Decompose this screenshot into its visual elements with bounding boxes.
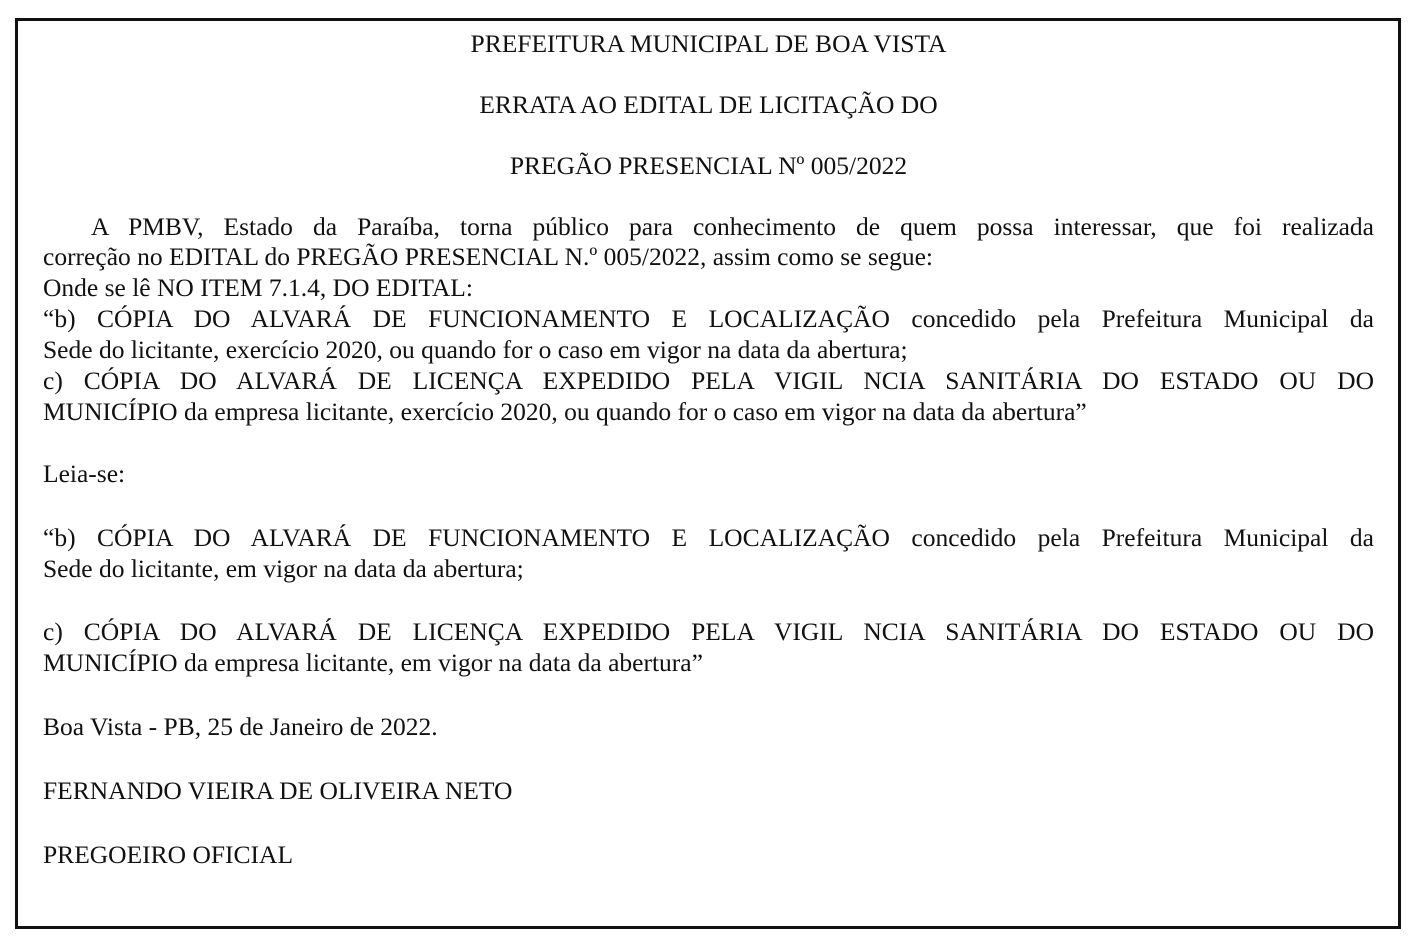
place-and-date: Boa Vista - PB, 25 de Janeiro de 2022. <box>43 712 438 741</box>
corrected-label: Leia-se: <box>43 459 126 488</box>
intro-line-2: correção no EDITAL do PREGÃO PRESENCIAL N.º 005/2022, assim como se segue: <box>43 242 933 271</box>
intro-line-3: Onde se lê NO ITEM 7.1.4, DO EDITAL: <box>43 273 473 302</box>
header-pregao-number: PREGÃO PRESENCIAL Nº 005/2022 <box>509 151 908 180</box>
header-errata-title: ERRATA AO EDITAL DE LICITAÇÃO DO <box>479 90 938 119</box>
signatory-role: PREGOEIRO OFICIAL <box>43 840 294 869</box>
signatory-name: FERNANDO VIEIRA DE OLIVEIRA NETO <box>43 776 513 805</box>
original-item-c-line-2: MUNICÍPIO da empresa licitante, exercício 2020, ou quando for o caso em vigor na data da abertura” <box>43 397 1087 426</box>
header-municipality: PREFEITURA MUNICIPAL DE BOA VISTA <box>470 29 947 58</box>
intro-line-1: A PMBV, Estado da Paraíba, torna público para conhecimento de quem possa interessar, que foi realizada <box>91 212 1374 241</box>
original-item-b-line-2: Sede do licitante, exercício 2020, ou quando for o caso em vigor na data da abertura; <box>43 335 908 364</box>
original-item-b-line-1: “b) CÓPIA DO ALVARÁ DE FUNCIONAMENTO E LOCALIZAÇÃO concedido pela Prefeitura Municipal da <box>43 304 1374 333</box>
corrected-item-c-line-2: MUNICÍPIO da empresa licitante, em vigor na data da abertura” <box>43 648 703 677</box>
corrected-item-b-line-2: Sede do licitante, em vigor na data da abertura; <box>43 554 524 583</box>
original-item-c-line-1: c) CÓPIA DO ALVARÁ DE LICENÇA EXPEDIDO PELA VIGIL NCIA SANITÁRIA DO ESTADO OU DO <box>43 366 1374 395</box>
corrected-item-c-line-1: c) CÓPIA DO ALVARÁ DE LICENÇA EXPEDIDO PELA VIGIL NCIA SANITÁRIA DO ESTADO OU DO <box>43 617 1374 646</box>
corrected-item-b-line-1: “b) CÓPIA DO ALVARÁ DE FUNCIONAMENTO E LOCALIZAÇÃO concedido pela Prefeitura Municipal da <box>43 523 1374 552</box>
